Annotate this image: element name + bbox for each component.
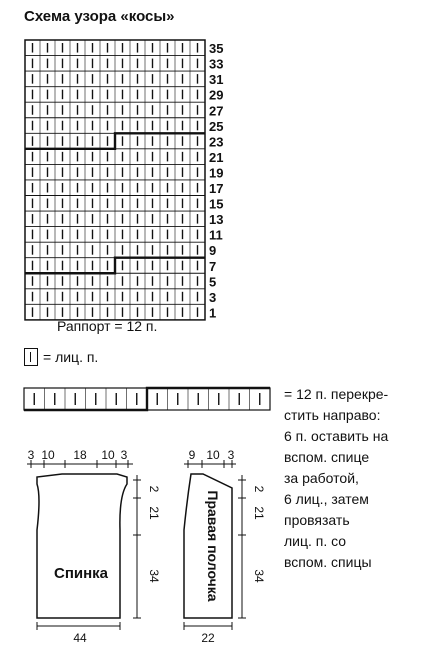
row-number: 7 bbox=[209, 258, 217, 274]
front-side-dim-2: 21 bbox=[252, 506, 266, 520]
row-number: 5 bbox=[209, 274, 217, 290]
instruction-line: вспом. спице bbox=[284, 449, 370, 465]
knit-stitch-symbol bbox=[24, 348, 38, 366]
row-number: 11 bbox=[209, 227, 223, 243]
row-number: 23 bbox=[209, 134, 224, 150]
row-number: 31 bbox=[209, 72, 224, 88]
row-number: 35 bbox=[209, 41, 224, 57]
front-top-dim-1: 9 bbox=[188, 448, 196, 462]
back-top-dim-1: 3 bbox=[27, 448, 35, 462]
row-number: 27 bbox=[209, 103, 224, 119]
cable-cross-mark bbox=[25, 133, 205, 149]
chart-grid bbox=[25, 40, 205, 320]
front-side-dim-3: 34 bbox=[252, 569, 266, 583]
front-side-dim-1: 2 bbox=[252, 485, 266, 493]
row-number: 19 bbox=[209, 165, 224, 181]
cable-cross-mark bbox=[25, 258, 205, 274]
row-number: 3 bbox=[209, 289, 217, 305]
instruction-line: за работой, bbox=[284, 470, 359, 486]
repeat-label: Раппорт = 12 п. bbox=[57, 318, 158, 334]
row-number: 29 bbox=[209, 87, 224, 103]
instruction-line: 6 п. оставить на bbox=[284, 428, 389, 444]
front-bottom-dim: 22 bbox=[201, 631, 215, 645]
back-side-dim-1: 2 bbox=[147, 485, 161, 493]
row-number: 15 bbox=[209, 196, 224, 212]
cable-symbol bbox=[0, 380, 290, 420]
row-number: 33 bbox=[209, 56, 224, 72]
instruction-line: = 12 п. перекре- bbox=[284, 386, 389, 402]
row-number: 1 bbox=[209, 305, 217, 321]
cable-strip-cross bbox=[24, 388, 270, 410]
page-title: Схема узора «косы» bbox=[24, 8, 175, 25]
row-number: 17 bbox=[209, 181, 224, 196]
back-top-dim-3: 18 bbox=[73, 448, 87, 462]
instruction-line: вспом. спицы bbox=[284, 554, 372, 570]
back-piece-outline bbox=[37, 474, 127, 618]
row-number: 9 bbox=[209, 243, 217, 259]
instruction-line: 6 лиц., затем bbox=[284, 491, 369, 507]
instruction-line: стить направо: bbox=[284, 407, 381, 423]
instruction-line: провязать bbox=[284, 512, 350, 528]
row-number: 21 bbox=[209, 149, 224, 165]
back-label: Спинка bbox=[53, 565, 109, 582]
front-top-dim-3: 3 bbox=[227, 448, 235, 462]
front-label: Правая полочка bbox=[205, 490, 221, 602]
back-bottom-dim: 44 bbox=[73, 631, 87, 645]
back-top-dim-5: 3 bbox=[120, 448, 128, 462]
back-top-dim-4: 10 bbox=[101, 448, 115, 462]
row-number: 25 bbox=[209, 118, 224, 134]
back-top-dim-2: 10 bbox=[41, 448, 55, 462]
front-top-dim-2: 10 bbox=[206, 448, 220, 462]
row-number: 13 bbox=[209, 212, 224, 228]
back-side-dim-2: 21 bbox=[147, 506, 161, 520]
back-side-dim-3: 34 bbox=[147, 569, 161, 583]
instruction-line: лиц. п. со bbox=[284, 533, 347, 549]
legend-text: = лиц. п. bbox=[43, 349, 99, 365]
chart-row-numbers bbox=[209, 41, 223, 320]
garment-schematics bbox=[0, 440, 432, 666]
